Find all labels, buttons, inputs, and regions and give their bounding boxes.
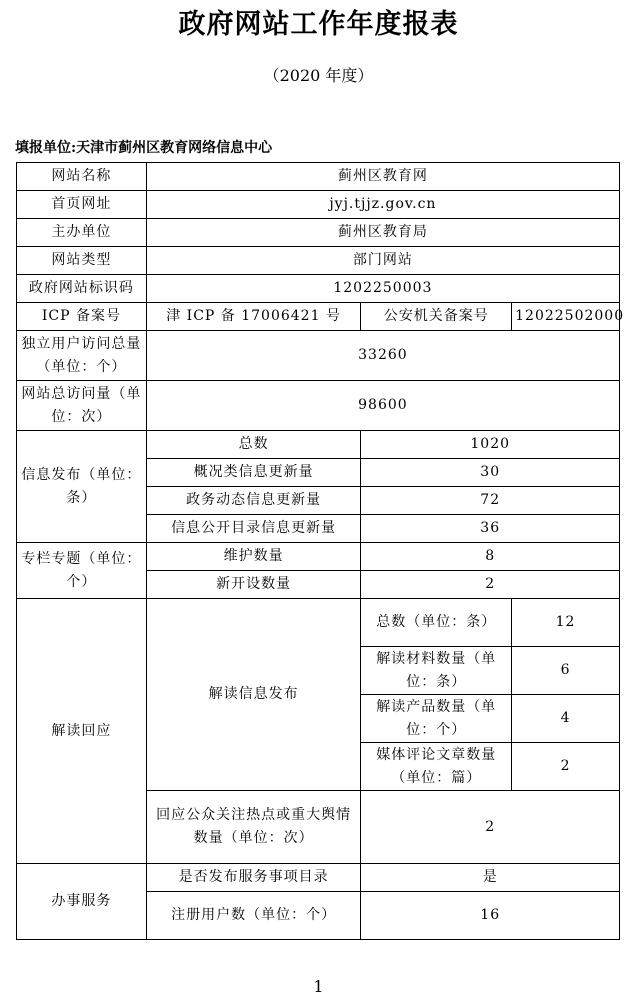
info-publish-item-label: 信息公开目录信息更新量: [146, 515, 361, 543]
info-publish-item-value: 1020: [361, 431, 620, 459]
sponsor-value: 蓟州区教育局: [146, 219, 619, 247]
table-row: [17, 599, 620, 647]
interpretation-sub-label: 解读信息发布: [146, 599, 361, 791]
site-name-label: 网站名称: [17, 163, 147, 191]
icp-value: 津 ICP 备 17006421 号: [146, 303, 361, 331]
columns-label: 专栏专题（单位：个）: [17, 543, 147, 599]
table-row: [17, 431, 620, 459]
interpretation-label: 解读回应: [17, 599, 147, 864]
table-row: [17, 303, 620, 331]
interpretation-item-value: 12: [512, 599, 620, 647]
info-publish-item-label: 概况类信息更新量: [146, 459, 361, 487]
interpretation-item-label: 解读材料数量（单位：条）: [361, 647, 512, 695]
info-publish-label: 信息发布（单位：条）: [17, 431, 147, 543]
table-row: [17, 219, 620, 247]
site-type-value: 部门网站: [146, 247, 619, 275]
interpretation-item-value: 4: [512, 695, 620, 743]
police-record-label: 公安机关备案号: [361, 303, 512, 331]
table-row: [17, 543, 620, 571]
table-row: [17, 331, 620, 381]
unique-visitors-label: 独立用户访问总量（单位：个）: [17, 331, 147, 381]
reporting-unit: 填报单位:天津市蓟州区教育网络信息中心: [15, 140, 273, 156]
police-record-value: 12022502000: [512, 303, 620, 331]
unique-visitors-value: 33260: [146, 331, 619, 381]
icp-label: ICP 备案号: [17, 303, 147, 331]
services-item-label: 是否发布服务事项目录: [146, 864, 361, 892]
total-visits-label: 网站总访问量（单位：次）: [17, 381, 147, 431]
info-publish-item-value: 36: [361, 515, 620, 543]
columns-item-label: 维护数量: [146, 543, 361, 571]
site-id-value: 1202250003: [146, 275, 619, 303]
info-publish-item-label: 总数: [146, 431, 361, 459]
site-name-value: 蓟州区教育网: [146, 163, 619, 191]
report-table: [16, 162, 625, 940]
sponsor-label: 主办单位: [17, 219, 147, 247]
interpretation-item-value: 2: [512, 743, 620, 791]
site-id-label: 政府网站标识码: [17, 275, 147, 303]
table-row: [17, 163, 620, 191]
homepage-value: jyj.tjjz.gov.cn: [146, 191, 619, 219]
interpretation-item-label: 解读产品数量（单位：个）: [361, 695, 512, 743]
services-label: 办事服务: [17, 864, 147, 940]
services-item-label: 注册用户数（单位：个）: [146, 892, 361, 940]
interpretation-item-value: 6: [512, 647, 620, 695]
columns-item-label: 新开设数量: [146, 571, 361, 599]
columns-item-value: 8: [361, 543, 620, 571]
table-row: [17, 381, 620, 431]
interpretation-item-label: 媒体评论文章数量（单位：篇）: [361, 743, 512, 791]
table-row: [17, 864, 620, 892]
interpretation-item-label: 总数（单位：条）: [361, 599, 512, 647]
table-row: [17, 247, 620, 275]
homepage-label: 首页网址: [17, 191, 147, 219]
services-item-value: 16: [361, 892, 620, 940]
site-type-label: 网站类型: [17, 247, 147, 275]
info-publish-item-value: 30: [361, 459, 620, 487]
services-item-value: 是: [361, 864, 620, 892]
total-visits-value: 98600: [146, 381, 619, 431]
info-publish-item-value: 72: [361, 487, 620, 515]
response-value: 2: [361, 791, 620, 864]
report-title: 政府网站工作年度报表: [178, 9, 459, 40]
response-label: 回应公众关注热点或重大舆情数量（单位：次）: [146, 791, 361, 864]
info-publish-item-label: 政务动态信息更新量: [146, 487, 361, 515]
report-year: （2020 年度）: [263, 66, 374, 85]
columns-item-value: 2: [361, 571, 620, 599]
table-row: [17, 191, 620, 219]
table-row: [17, 275, 620, 303]
page-number: 1: [313, 977, 324, 996]
